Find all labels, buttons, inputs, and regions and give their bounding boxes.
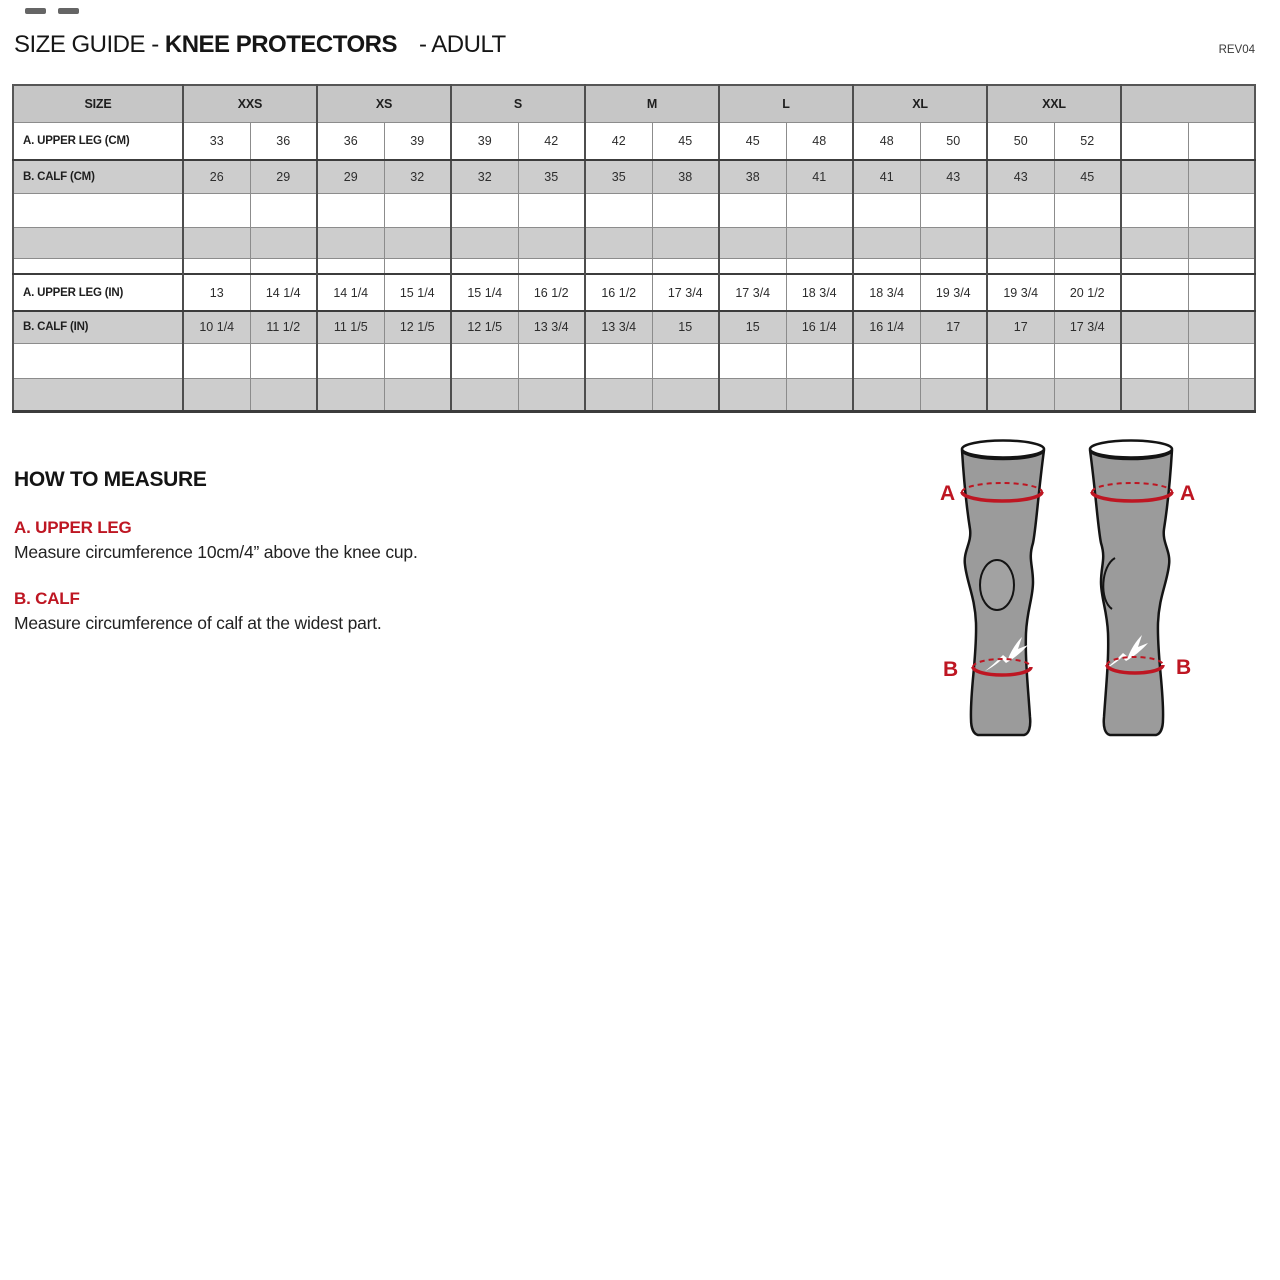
page-title xyxy=(14,31,506,59)
table-cell xyxy=(853,343,920,378)
knee-cup-oval xyxy=(980,560,1014,610)
table-cell: 18 3/4 xyxy=(786,274,853,311)
title-product: KNEE PROTECTORS xyxy=(164,31,397,58)
table-cell xyxy=(1121,343,1188,378)
table-cell xyxy=(1188,311,1255,343)
table-cell xyxy=(585,227,652,258)
table-cell: 19 3/4 xyxy=(920,274,987,311)
table-cell: 43 xyxy=(920,160,987,193)
table-cell xyxy=(987,343,1054,378)
table-cell: 13 3/4 xyxy=(518,311,585,343)
row-label xyxy=(13,227,183,258)
table-cell xyxy=(518,378,585,411)
table-cell xyxy=(384,343,451,378)
table-cell: 45 xyxy=(652,122,719,160)
table-cell xyxy=(1188,378,1255,411)
table-cell: 16 1/4 xyxy=(786,311,853,343)
table-cell xyxy=(250,378,317,411)
table-cell xyxy=(250,343,317,378)
table-row-empty xyxy=(13,343,1255,378)
table-cell: 16 1/4 xyxy=(853,311,920,343)
table-cell xyxy=(250,227,317,258)
row-label xyxy=(13,258,183,274)
table-cell: 15 1/4 xyxy=(384,274,451,311)
table-cell xyxy=(987,378,1054,411)
table-cell xyxy=(920,193,987,227)
table-cell xyxy=(853,258,920,274)
table-cell xyxy=(1188,160,1255,193)
table-cell: 45 xyxy=(1054,160,1121,193)
size-header-xl: XL xyxy=(853,85,987,122)
table-cell: 32 xyxy=(451,160,518,193)
table-cell xyxy=(853,378,920,411)
label-a: A xyxy=(940,482,956,505)
table-cell: 33 xyxy=(183,122,250,160)
table-cell xyxy=(451,343,518,378)
row-label xyxy=(13,343,183,378)
table-cell xyxy=(786,378,853,411)
knee-protector-diagram xyxy=(930,435,1230,745)
table-cell xyxy=(518,193,585,227)
table-cell xyxy=(853,193,920,227)
table-cell xyxy=(183,258,250,274)
table-cell: 17 3/4 xyxy=(652,274,719,311)
table-cell xyxy=(1121,311,1188,343)
size-header-m: M xyxy=(585,85,719,122)
table-cell xyxy=(317,227,384,258)
table-cell xyxy=(786,258,853,274)
table-cell: 35 xyxy=(518,160,585,193)
table-cell: 36 xyxy=(250,122,317,160)
row-label: B. CALF (IN) xyxy=(13,311,183,343)
table-cell xyxy=(1188,122,1255,160)
table-cell: 36 xyxy=(317,122,384,160)
title-suffix: - ADULT xyxy=(418,31,506,58)
table-cell xyxy=(518,343,585,378)
table-row xyxy=(13,274,1255,311)
table-cell: 45 xyxy=(719,122,786,160)
table-cell xyxy=(920,378,987,411)
table-cell xyxy=(786,227,853,258)
table-cell xyxy=(250,193,317,227)
table-cell xyxy=(518,258,585,274)
table-cell xyxy=(786,193,853,227)
table-row xyxy=(13,122,1255,160)
how-to-measure-section xyxy=(14,468,574,634)
table-cell: 39 xyxy=(451,122,518,160)
table-cell xyxy=(652,193,719,227)
size-table-wrapper xyxy=(12,84,1256,413)
table-cell xyxy=(384,227,451,258)
table-cell xyxy=(451,258,518,274)
table-cell xyxy=(652,378,719,411)
label-a: A xyxy=(1180,482,1196,505)
table-cell xyxy=(384,378,451,411)
cropped-text-mark xyxy=(25,8,46,14)
table-cell xyxy=(987,258,1054,274)
measure-item-text: Measure circumference of calf at the widest part. xyxy=(14,613,382,633)
row-label xyxy=(13,378,183,411)
table-cell xyxy=(652,227,719,258)
table-cell: 38 xyxy=(652,160,719,193)
table-cell xyxy=(250,258,317,274)
table-cell xyxy=(920,343,987,378)
sleeve-top-opening xyxy=(962,441,1044,458)
knee-protector-front xyxy=(940,441,1044,736)
table-cell: 15 1/4 xyxy=(451,274,518,311)
table-cell xyxy=(853,227,920,258)
table-cell: 17 3/4 xyxy=(1054,311,1121,343)
measure-item-upper-leg xyxy=(14,518,574,563)
table-cell: 16 1/2 xyxy=(585,274,652,311)
table-cell: 12 1/5 xyxy=(384,311,451,343)
table-cell: 26 xyxy=(183,160,250,193)
table-cell: 14 1/4 xyxy=(317,274,384,311)
table-cell: 38 xyxy=(719,160,786,193)
table-cell: 42 xyxy=(585,122,652,160)
table-cell: 32 xyxy=(384,160,451,193)
table-cell: 50 xyxy=(920,122,987,160)
table-cell xyxy=(384,193,451,227)
table-cell xyxy=(1121,274,1188,311)
table-row-empty xyxy=(13,378,1255,411)
size-header-xxl: XXL xyxy=(987,85,1121,122)
table-cell xyxy=(920,227,987,258)
table-cell: 10 1/4 xyxy=(183,311,250,343)
table-cell xyxy=(183,193,250,227)
revision-label: REV04 xyxy=(1218,44,1255,56)
table-row-empty xyxy=(13,193,1255,227)
table-cell xyxy=(1188,193,1255,227)
size-header-xs: XS xyxy=(317,85,451,122)
label-b: B xyxy=(943,658,959,681)
table-cell xyxy=(719,258,786,274)
table-cell: 13 xyxy=(183,274,250,311)
table-cell xyxy=(183,227,250,258)
table-cell: 42 xyxy=(518,122,585,160)
sleeve-top-opening xyxy=(1090,441,1172,458)
table-cell xyxy=(1188,343,1255,378)
table-row xyxy=(13,160,1255,193)
table-cell xyxy=(183,378,250,411)
table-cell: 41 xyxy=(786,160,853,193)
table-cell: 20 1/2 xyxy=(1054,274,1121,311)
title-prefix: SIZE GUIDE - xyxy=(14,31,165,58)
knee-protector-side xyxy=(1090,441,1195,736)
table-cell: 39 xyxy=(384,122,451,160)
size-header-s: S xyxy=(451,85,585,122)
table-corner-header: SIZE xyxy=(13,85,183,122)
size-table xyxy=(12,84,1256,413)
table-cell: 12 1/5 xyxy=(451,311,518,343)
table-cell: 11 1/2 xyxy=(250,311,317,343)
table-cell xyxy=(719,227,786,258)
table-cell: 17 3/4 xyxy=(719,274,786,311)
table-cell xyxy=(652,258,719,274)
table-cell xyxy=(1121,378,1188,411)
table-cell xyxy=(1188,227,1255,258)
table-cell: 29 xyxy=(250,160,317,193)
table-cell xyxy=(451,378,518,411)
how-to-measure-heading: HOW TO MEASURE xyxy=(14,468,207,491)
measure-item-text: Measure circumference 10cm/4” above the knee cup. xyxy=(14,542,418,562)
label-b: B xyxy=(1176,656,1192,679)
table-cell xyxy=(1121,258,1188,274)
table-cell xyxy=(1121,122,1188,160)
table-cell: 48 xyxy=(786,122,853,160)
table-row-empty xyxy=(13,227,1255,258)
table-cell: 35 xyxy=(585,160,652,193)
table-cell: 13 3/4 xyxy=(585,311,652,343)
table-cell: 29 xyxy=(317,160,384,193)
table-cell xyxy=(1054,343,1121,378)
table-cell: 14 1/4 xyxy=(250,274,317,311)
table-cell xyxy=(317,258,384,274)
row-label xyxy=(13,193,183,227)
table-cell xyxy=(987,193,1054,227)
table-cell xyxy=(317,193,384,227)
row-label: A. UPPER LEG (CM) xyxy=(13,122,183,160)
table-cell xyxy=(585,258,652,274)
table-cell xyxy=(384,258,451,274)
table-cell xyxy=(987,227,1054,258)
table-cell xyxy=(1188,258,1255,274)
table-cell xyxy=(1121,193,1188,227)
table-cell: 17 xyxy=(987,311,1054,343)
table-cell xyxy=(585,343,652,378)
table-cell: 11 1/5 xyxy=(317,311,384,343)
size-header-empty xyxy=(1121,85,1255,122)
table-cell: 19 3/4 xyxy=(987,274,1054,311)
table-cell xyxy=(317,343,384,378)
table-cell: 52 xyxy=(1054,122,1121,160)
table-cell: 41 xyxy=(853,160,920,193)
table-cell xyxy=(1121,227,1188,258)
cropped-text-mark xyxy=(58,8,79,14)
table-cell: 16 1/2 xyxy=(518,274,585,311)
measure-item-calf xyxy=(14,589,574,634)
measure-item-title: A. UPPER LEG xyxy=(14,518,132,537)
table-cell xyxy=(585,378,652,411)
table-cell xyxy=(719,378,786,411)
leg-sleeve-body xyxy=(1090,450,1172,735)
table-cell xyxy=(183,343,250,378)
table-cell: 43 xyxy=(987,160,1054,193)
table-cell xyxy=(317,378,384,411)
table-cell xyxy=(1188,274,1255,311)
table-cell: 50 xyxy=(987,122,1054,160)
table-cell xyxy=(652,343,719,378)
table-cell: 15 xyxy=(652,311,719,343)
table-row-empty xyxy=(13,258,1255,274)
table-cell xyxy=(1121,160,1188,193)
table-cell xyxy=(1054,227,1121,258)
table-cell: 48 xyxy=(853,122,920,160)
table-cell xyxy=(719,343,786,378)
table-cell xyxy=(1054,193,1121,227)
table-cell xyxy=(719,193,786,227)
table-cell xyxy=(1054,258,1121,274)
table-cell xyxy=(585,193,652,227)
row-label: A. UPPER LEG (IN) xyxy=(13,274,183,311)
table-cell xyxy=(1054,378,1121,411)
table-cell xyxy=(451,193,518,227)
table-cell xyxy=(518,227,585,258)
measure-item-title: B. CALF xyxy=(14,589,80,608)
table-cell xyxy=(920,258,987,274)
table-cell: 18 3/4 xyxy=(853,274,920,311)
table-row xyxy=(13,311,1255,343)
size-header-xxs: XXS xyxy=(183,85,317,122)
table-cell xyxy=(451,227,518,258)
size-header-l: L xyxy=(719,85,853,122)
row-label: B. CALF (CM) xyxy=(13,160,183,193)
table-cell xyxy=(786,343,853,378)
table-cell: 17 xyxy=(920,311,987,343)
table-cell: 15 xyxy=(719,311,786,343)
